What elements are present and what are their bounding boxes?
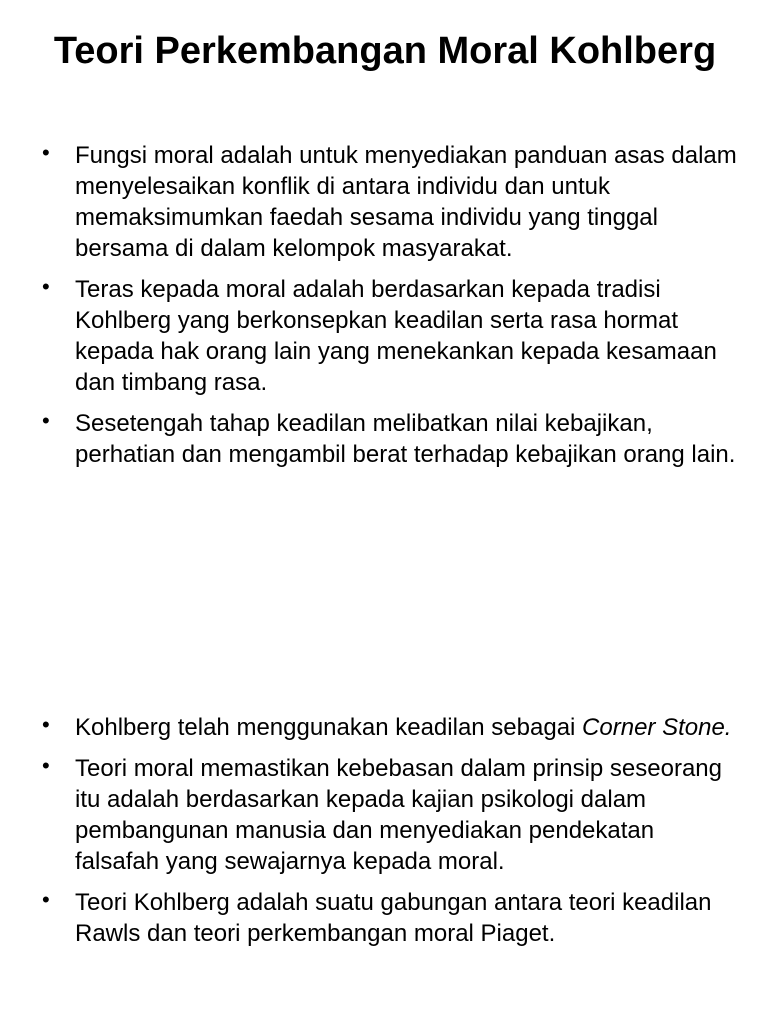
bullet-text: Teori moral memastikan kebebasan dalam prinsip seseorang itu adalah berdasarkan kepada kajian psikologi dalam pembangunan manusia dan menyediakan pendekatan falsafah yang sewajarnya kepada moral. bbox=[75, 755, 722, 875]
page-title: Teori Perkembangan Moral Kohlberg bbox=[53, 30, 717, 72]
bullet-item bbox=[42, 887, 742, 949]
bullet-item bbox=[42, 712, 742, 743]
corner-stone-text: Corner Stone. bbox=[582, 714, 732, 741]
bullet-text: Fungsi moral adalah untuk menyediakan panduan asas dalam menyelesaikan konflik di antara individu dan untuk memaksimumkan faedah sesama individu yang tinggal bersama di dalam kelompok masyarakat. bbox=[75, 142, 737, 262]
bullet-text-prefix: Kohlberg telah menggunakan keadilan sebagai bbox=[75, 714, 583, 741]
bullet-item bbox=[42, 753, 742, 877]
bullet-item bbox=[42, 408, 742, 470]
bullet-item bbox=[42, 274, 742, 398]
top-bullet-list bbox=[42, 140, 742, 480]
bullet-icon: • bbox=[42, 140, 50, 165]
bullet-text: Teras kepada moral adalah berdasarkan kepada tradisi Kohlberg yang berkonsepkan keadilan serta rasa hormat kepada hak orang lain yang menekankan kepada kesamaan dan timbang rasa. bbox=[75, 276, 717, 396]
bullet-item bbox=[42, 140, 742, 264]
bullet-icon: • bbox=[42, 712, 50, 737]
bullet-text: Teori Kohlberg adalah suatu gabungan antara teori keadilan Rawls dan teori perkembangan moral Piaget. bbox=[75, 889, 712, 947]
bullet-icon: • bbox=[42, 274, 50, 299]
bullet-text: Sesetengah tahap keadilan melibatkan nilai kebajikan, perhatian dan mengambil berat terhadap kebajikan orang lain. bbox=[75, 410, 736, 468]
bullet-icon: • bbox=[42, 408, 50, 433]
bullet-icon: • bbox=[42, 887, 50, 912]
bullet-text bbox=[75, 712, 742, 743]
bullet-icon: • bbox=[42, 753, 50, 778]
bottom-bullet-list bbox=[42, 712, 742, 959]
